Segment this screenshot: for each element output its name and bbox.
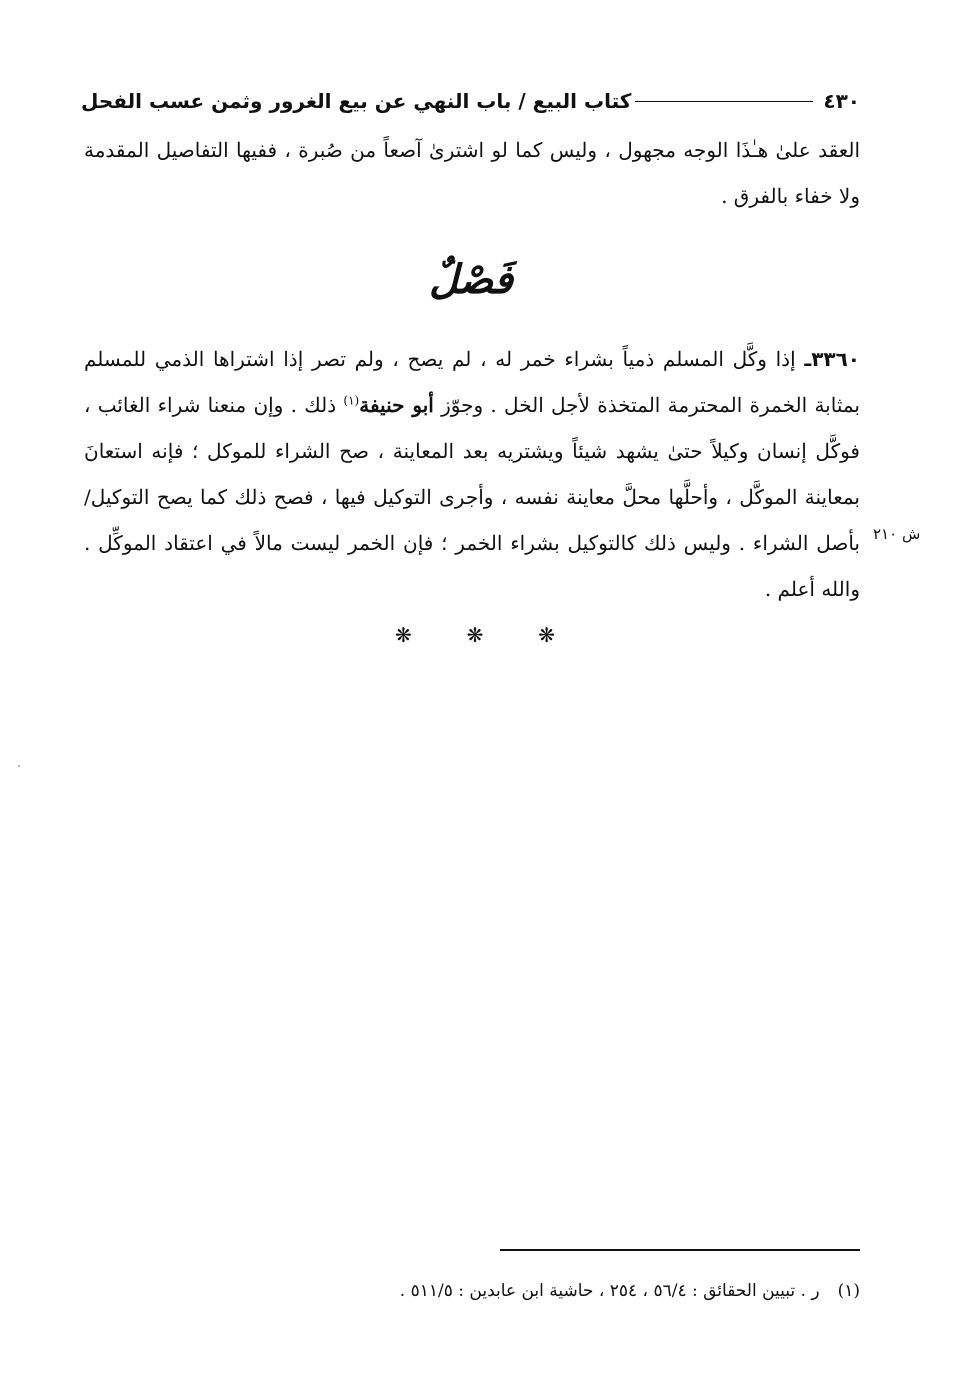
paragraph-text-2: ذلك . وإن منعنا شراء الغائب ، فوكَّل إنسان وكيلاً حتىٰ يشهد شيئاً ويشتريه بعد المعاينة ، صح الشراء للموكل ؛ فإنه استعانَ بمعاينة الموكَّل ، وأحلَّها محلَّ معاينة نفسه ، وأجرى التوكيل فيها ، فصح ذلك كما يصح التوكيل/ بأصل الشراء . وليس ذلك كالتوكيل بشراء الخمر ؛ فإن الخمر ليست مالاً في اعتقاد الموكِّل . والله أعلم . — [84, 393, 860, 601]
footnote-rule — [500, 1249, 860, 1251]
section-heading: فَصْلٌ — [428, 256, 514, 303]
manuscript-margin-note: ش ٢١٠ — [873, 525, 921, 543]
header-rule — [635, 101, 813, 102]
separator-star: ❋ — [538, 623, 555, 647]
footnote-ref: (١) — [343, 393, 360, 408]
intro-paragraph: العقد علىٰ هـٰذَا الوجه مجهول ، وليس كما لو اشترىٰ آصعاً من صُبرة ، ففيها التفاصيل المقدمة ولا خفاء بالفرق . — [84, 138, 860, 208]
separator-star: ❋ — [395, 623, 412, 647]
page-number: ٤٣٠ — [823, 89, 860, 113]
footnote-number: (١) — [837, 1281, 860, 1301]
section-separator — [395, 620, 555, 650]
main-paragraph — [84, 336, 860, 612]
footnote — [84, 1276, 860, 1306]
paragraph-text-1: إذا وكَّل المسلم ذمياً بشراء خمر له ، لم يصح ، ولم تصر إذا اشتراها الذمي للمسلم بمثابة الخمرة المحترمة المتخذة لأجل الخل . وجوّز — [84, 347, 860, 417]
scan-speck — [18, 765, 20, 767]
running-header — [81, 86, 860, 116]
separator-star: ❋ — [466, 623, 484, 647]
footnote-text: ر . تبيين الحقائق : ٥٦/٤ ، ٢٥٤ ، حاشية ابن عابدين : ٥١١/٥ . — [399, 1281, 820, 1301]
paragraph-number: ٣٣٦٠ـ — [804, 347, 861, 371]
running-title: كتاب البيع / باب النهي عن بيع الغرور وثمن عسب الفحل — [81, 89, 632, 113]
cited-name: أبو حنيفة — [359, 393, 434, 417]
